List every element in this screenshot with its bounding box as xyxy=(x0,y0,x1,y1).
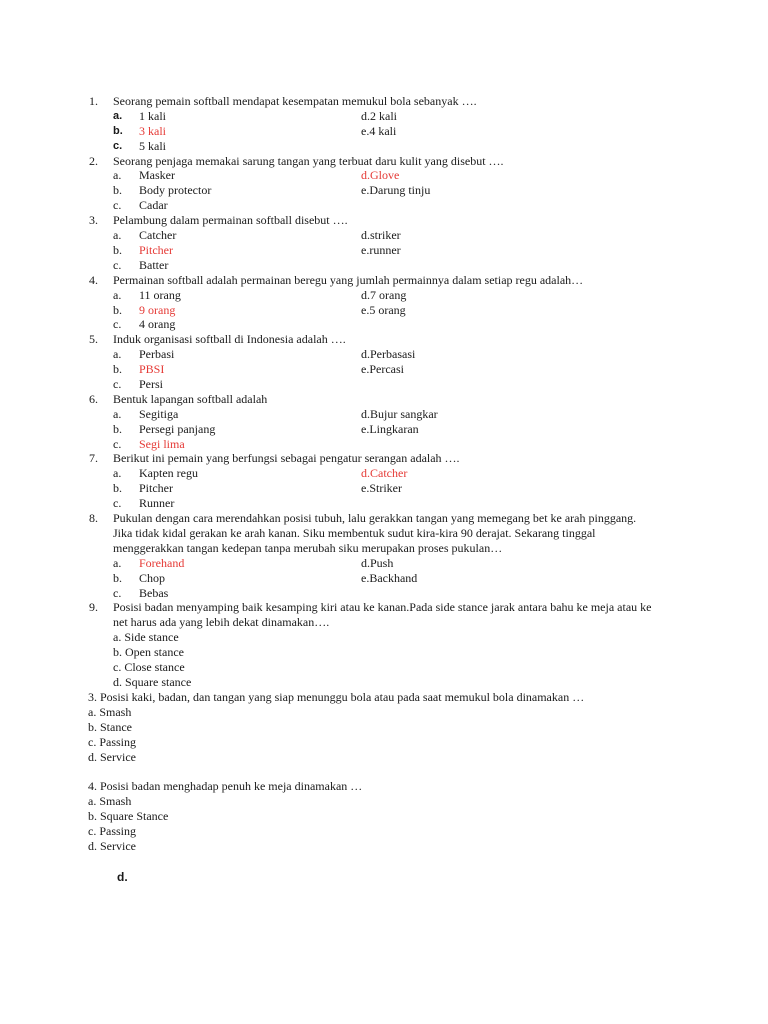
option-text: c. Passing xyxy=(88,824,136,839)
option-text: b. Open stance xyxy=(113,645,184,660)
option-left xyxy=(113,109,361,124)
option-left xyxy=(113,258,361,273)
option-text: Chop xyxy=(139,570,166,585)
question-2 xyxy=(89,154,689,214)
option-right xyxy=(361,288,406,303)
option-letter: b. xyxy=(113,481,122,496)
option-text: a. Smash xyxy=(88,704,132,719)
option-text: Batter xyxy=(139,257,169,272)
option-letter: e. xyxy=(361,302,370,317)
option-letter: e. xyxy=(361,421,370,436)
correct-answer: Catcher xyxy=(370,466,408,481)
option-letter: d. xyxy=(361,168,370,183)
option-right xyxy=(361,407,438,422)
option-letter: a. xyxy=(113,347,122,362)
option-text: Persi xyxy=(139,377,163,391)
option-letter: b. xyxy=(113,302,122,317)
option-row xyxy=(89,124,689,139)
question-square-stance xyxy=(89,779,689,854)
option-letter: c. xyxy=(113,377,122,391)
question-3 xyxy=(89,213,689,273)
option-left xyxy=(113,466,361,481)
option-letter: d. xyxy=(361,228,370,243)
question-text-continued: menggerakkan tangan kedepan tanpa merubah siku merupakan proses pukulan… xyxy=(113,540,503,555)
option-text: 2 kali xyxy=(370,108,397,123)
option-left xyxy=(113,362,361,377)
option-letter: a. xyxy=(113,555,122,570)
question-list xyxy=(89,94,689,854)
option-text: Persegi panjang xyxy=(139,421,216,436)
option-text: Masker xyxy=(139,168,175,183)
option-text: 4 orang xyxy=(139,317,176,332)
blank-line xyxy=(89,764,689,779)
correct-answer: Segi lima xyxy=(139,436,185,451)
question-7 xyxy=(89,451,689,511)
question-number: 5. xyxy=(89,332,98,347)
option-letter: a. xyxy=(113,406,122,421)
trailing-option-letter: d. xyxy=(117,870,128,884)
correct-answer: Forehand xyxy=(139,555,185,570)
option-letter: a. xyxy=(113,287,122,302)
question-number: 7. xyxy=(89,451,98,466)
option-row xyxy=(89,422,689,437)
option-text: 5 kali xyxy=(139,138,166,153)
option-letter: c. xyxy=(113,257,122,272)
question-heading xyxy=(89,600,689,615)
option-left xyxy=(113,139,361,154)
option-text: 5 orang xyxy=(369,302,406,317)
option-right xyxy=(361,481,402,496)
option-text: 7 orang xyxy=(370,287,407,302)
option-left xyxy=(113,556,361,571)
option-left xyxy=(113,183,361,198)
option-text: a. Side stance xyxy=(113,630,179,645)
question-text: Posisi badan menyamping baik kesamping kiri atau ke kanan.Pada side stance jarak antara bahu ke meja atau ke xyxy=(113,600,652,615)
option-letter: d. xyxy=(361,406,370,421)
option-row xyxy=(89,586,689,601)
question-text: Permainan softball adalah permainan beregu yang jumlah permainnya dalam setiap regu adalah… xyxy=(113,272,584,287)
option-right xyxy=(361,124,396,139)
option-letter: c. xyxy=(113,585,122,600)
option-row xyxy=(89,571,689,586)
option-text: Pitcher xyxy=(139,481,173,496)
option-text: d. Square stance xyxy=(113,674,192,689)
question-text-continued: net harus ada yang lebih dekat dinamakan…. xyxy=(113,615,330,630)
option-text: Backhand xyxy=(369,570,418,585)
option-letter: d. xyxy=(361,347,370,362)
option-text: c. Close stance xyxy=(113,660,185,675)
option-left xyxy=(113,347,361,362)
question-text-continued: Jika tidak kidal gerakan ke arah kanan. Siku membentuk sudut kira-kira 90 derajat. Sekarang tinggal xyxy=(113,525,596,540)
question-text: Pukulan dengan cara merendahkan posisi tubuh, lalu gerakkan tangan yang memegang bet ke arah pinggang. xyxy=(113,511,637,526)
option-right xyxy=(361,466,407,481)
option-right xyxy=(361,362,404,377)
option-right xyxy=(361,168,399,183)
option-row xyxy=(89,228,689,243)
option-left xyxy=(113,124,361,139)
question-text: Berikut ini pemain yang berfungsi sebagai pengatur serangan adalah …. xyxy=(113,451,460,466)
option-letter: b. xyxy=(113,242,122,257)
option-letter: c. xyxy=(113,139,123,152)
option-text: Body protector xyxy=(139,183,212,198)
option-letter: d. xyxy=(361,108,370,123)
option-left xyxy=(113,198,361,213)
option-row xyxy=(89,347,689,362)
option-right xyxy=(361,243,401,258)
option-letter: c. xyxy=(113,436,122,451)
option-left xyxy=(113,317,361,332)
option-row xyxy=(89,139,689,154)
correct-answer: PBSI xyxy=(139,362,165,377)
option-text: Perbasasi xyxy=(370,347,416,362)
option-left xyxy=(113,243,361,258)
option-right xyxy=(361,347,415,362)
option-row xyxy=(89,437,689,452)
question-6 xyxy=(89,392,689,452)
option-text: 1 kali xyxy=(139,108,166,123)
option-letter: e. xyxy=(361,123,370,138)
option-left xyxy=(113,571,361,586)
option-text: Cadar xyxy=(139,198,168,213)
option-text: b. Square Stance xyxy=(88,809,169,824)
option-text: d. Service xyxy=(88,749,136,764)
option-letter: e. xyxy=(361,362,370,377)
option-text: Perbasi xyxy=(139,347,175,362)
option-row xyxy=(89,496,689,511)
option-right xyxy=(361,422,419,437)
option-letter: d. xyxy=(361,466,370,481)
question-heading xyxy=(89,451,689,466)
option-letter: d. xyxy=(361,555,370,570)
option-row xyxy=(89,258,689,273)
option-letter: a. xyxy=(113,466,122,481)
question-heading xyxy=(89,94,689,109)
option-letter: c. xyxy=(113,198,122,213)
option-letter: b. xyxy=(113,421,122,436)
option-row xyxy=(89,377,689,392)
option-text: Push xyxy=(370,555,394,570)
question-number: 8. xyxy=(89,511,98,526)
option-letter: c. xyxy=(113,496,122,511)
option-text: runner xyxy=(369,242,401,257)
option-text: Runner xyxy=(139,496,175,511)
option-letter: d. xyxy=(361,287,370,302)
question-text: Bentuk lapangan softball adalah xyxy=(113,391,268,406)
option-letter: e. xyxy=(361,481,370,496)
correct-answer: Pitcher xyxy=(139,242,173,257)
correct-answer: Glove xyxy=(370,168,400,183)
option-row xyxy=(89,407,689,422)
option-left xyxy=(113,496,361,511)
option-row xyxy=(89,183,689,198)
option-row xyxy=(89,198,689,213)
option-text: Catcher xyxy=(139,228,177,243)
option-text: Bebas xyxy=(139,585,169,600)
question-4 xyxy=(89,273,689,333)
correct-answer: 9 orang xyxy=(139,302,176,317)
option-letter: a. xyxy=(113,109,123,122)
option-left xyxy=(113,168,361,183)
option-left xyxy=(113,377,361,392)
option-row xyxy=(89,288,689,303)
question-text: Pelambung dalam permainan softball disebut …. xyxy=(113,213,348,228)
option-letter: b. xyxy=(113,124,123,137)
question-heading xyxy=(89,154,689,169)
option-text: Darung tinju xyxy=(369,183,431,198)
question-heading xyxy=(89,332,689,347)
option-row xyxy=(89,243,689,258)
option-letter: e. xyxy=(361,570,370,585)
option-text: c. Passing xyxy=(88,734,136,749)
question-text: 3. Posisi kaki, badan, dan tangan yang siap menunggu bola atau pada saat memukul bola dinamakan … xyxy=(88,689,585,704)
question-heading xyxy=(89,213,689,228)
option-row xyxy=(89,168,689,183)
option-left xyxy=(113,481,361,496)
question-number: 9. xyxy=(89,600,98,615)
option-left xyxy=(113,586,361,601)
option-left xyxy=(113,407,361,422)
option-left xyxy=(113,228,361,243)
option-letter: b. xyxy=(113,570,122,585)
question-number: 4. xyxy=(89,272,98,287)
question-5 xyxy=(89,332,689,392)
option-text: Striker xyxy=(369,481,402,496)
question-number: 6. xyxy=(89,391,98,406)
question-text: Seorang pemain softball mendapat kesempatan memukul bola sebanyak …. xyxy=(113,94,477,108)
correct-answer: 3 kali xyxy=(139,123,166,138)
option-left xyxy=(113,422,361,437)
option-row xyxy=(89,317,689,332)
option-right xyxy=(361,556,393,571)
option-letter: b. xyxy=(113,183,122,198)
question-heading xyxy=(89,511,689,526)
option-row xyxy=(89,109,689,124)
option-text: 11 orang xyxy=(139,287,181,302)
option-text: 4 kali xyxy=(369,123,397,138)
question-number: 2. xyxy=(89,153,98,168)
question-heading xyxy=(89,392,689,407)
option-row xyxy=(89,466,689,481)
option-text: Kapten regu xyxy=(139,466,198,481)
option-right xyxy=(361,303,406,318)
question-text: 4. Posisi badan menghadap penuh ke meja dinamakan … xyxy=(88,779,363,794)
option-text: d. Service xyxy=(88,838,136,853)
option-right xyxy=(361,228,401,243)
option-text: Bujur sangkar xyxy=(370,406,438,421)
option-letter: b. xyxy=(113,362,122,377)
option-row xyxy=(89,481,689,496)
option-letter: e. xyxy=(361,242,370,257)
option-text: Segitiga xyxy=(139,406,179,421)
question-number: 1. xyxy=(89,94,98,108)
option-letter: c. xyxy=(113,317,122,332)
option-row xyxy=(89,556,689,571)
question-stance xyxy=(89,690,689,779)
option-right xyxy=(361,571,417,586)
option-left xyxy=(113,303,361,318)
option-letter: a. xyxy=(113,228,122,243)
option-text: Percasi xyxy=(369,362,404,377)
option-row xyxy=(89,362,689,377)
question-8 xyxy=(89,511,689,600)
option-text: striker xyxy=(370,228,401,243)
option-text: a. Smash xyxy=(88,794,132,809)
option-text: Lingkaran xyxy=(369,421,419,436)
option-letter: a. xyxy=(113,168,122,183)
question-heading xyxy=(89,273,689,288)
question-number: 3. xyxy=(89,213,98,228)
option-left xyxy=(113,288,361,303)
question-9 xyxy=(89,600,689,689)
option-right xyxy=(361,183,430,198)
question-text: Induk organisasi softball di Indonesia adalah …. xyxy=(113,332,346,347)
option-left xyxy=(113,437,361,452)
question-text: Seorang penjaga memakai sarung tangan yang terbuat daru kulit yang disebut …. xyxy=(113,153,504,168)
option-right xyxy=(361,109,397,124)
option-text: b. Stance xyxy=(88,719,132,734)
option-row xyxy=(89,303,689,318)
question-1 xyxy=(89,94,689,154)
option-letter: e. xyxy=(361,183,370,198)
